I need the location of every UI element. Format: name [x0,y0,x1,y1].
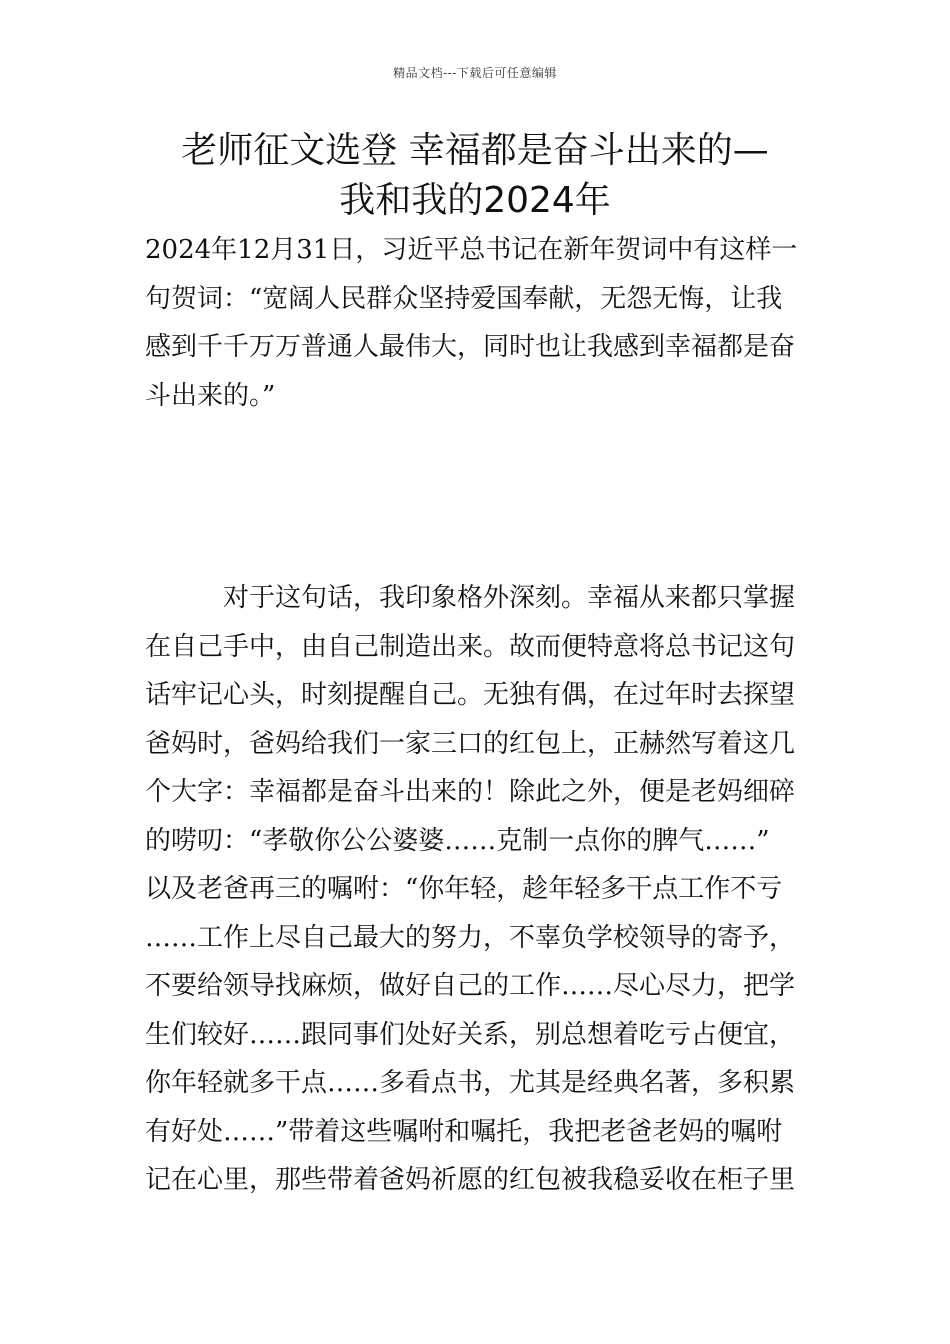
paragraph-body [145,574,810,1205]
title-line-1: 老师征文选登 幸福都是奋斗出来的— [181,130,769,171]
paragraph-line: 话牢记心头，时刻提醒自己。无独有偶，在过年时去探望 [145,680,796,710]
paragraph-line: 生们较好……跟同事们处好关系，别总想着吃亏占便宜， [145,1019,796,1050]
paragraph-line: 句贺词：“宽阔人民群众坚持爱国奉献，无怨无悔，让我 [145,283,783,314]
paragraph-line: 2024年12月31日，习近平总书记在新年贺词中有这样一 [145,235,798,265]
document-title [145,126,805,226]
title-line-2: 我和我的2024年 [339,180,611,221]
paragraph-line: ……工作上尽自己最大的努力，不辜负学校领导的寄予， [145,922,796,953]
paragraph-line: 有好处……”带着这些嘱咐和嘱托，我把老爸老妈的嘱咐 [145,1116,783,1147]
paragraph-line: 在自己手中，由自己制造出来。故而便特意将总书记这句 [145,631,796,662]
paragraph-line: 爸妈时，爸妈给我们一家三口的红包上，正赫然写着这几 [145,728,796,759]
paragraph-line: 感到千千万万普通人最伟大，同时也让我感到幸福都是奋 [145,332,796,362]
header-note: 精品文档---下载后可任意编辑 [393,66,557,80]
paragraph-line: 记在心里，那些带着爸妈祈愿的红包被我稳妥收在柜子里 [145,1165,796,1195]
paragraph-line: 个大字：幸福都是奋斗出来的！除此之外，便是老妈细碎 [145,777,796,807]
paragraph-line: 对于这句话，我印象格外深刻。幸福从来都只掌握 [145,583,796,613]
paragraph-line: 的唠叨：“孝敬你公公婆婆……克制一点你的脾气……” [145,825,770,856]
paragraph-line: 以及老爸再三的嘱咐：“你年轻，趁年轻多干点工作不亏 [145,874,783,904]
paragraph-line: 斗出来的。” [145,380,276,411]
paragraph-line: 你年轻就多干点……多看点书，尤其是经典名著，多积累 [145,1068,796,1098]
paragraph-intro [145,226,810,420]
paragraph-line: 不要给领导找麻烦，做好自己的工作……尽心尽力，把学 [145,971,796,1001]
